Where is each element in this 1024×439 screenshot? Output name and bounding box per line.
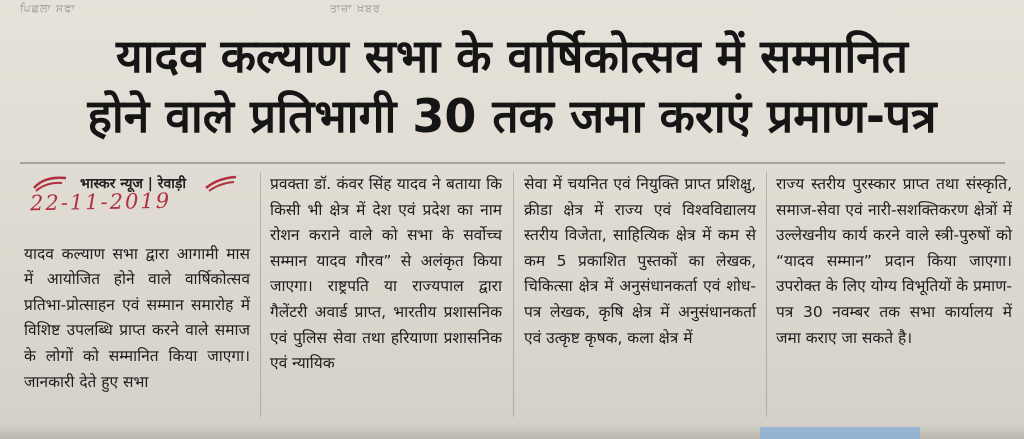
column-4-text: राज्य स्तरीय पुरस्कार प्राप्त तथा संस्कृति, समाज-सेवा एवं नारी-सशक्तिकरण क्षेत्रों में उल्लेखनीय कार्य करने वाले स्त्री-पुरुषों को “यादव सम्मान” प्रदान किया जाएगा। उपरोक्त के लिए योग्य विभूतियों के प्रमाण-पत्र 30 नवम्बर तक सभा कार्यालय में जमा कराए जा सकते है। bbox=[776, 175, 1012, 347]
bleed-text-left: ਪਿਛਲਾ ਸਫਾ bbox=[20, 2, 76, 15]
handwritten-date: 22-11-2019 bbox=[29, 188, 172, 216]
column-1-text: यादव कल्याण सभा द्वारा आगामी मास में आयोजित होने वाले वार्षिकोत्सव प्रतिभा-प्रोत्साहन एवं सम्मान समारोह में विशिष्ट उपलब्धि प्राप्त करने वाले समाज के लोगों को सम्मानित किया जाएगा। जानकारी देते हुए सभा bbox=[24, 244, 250, 391]
headline-line-2: होने वाले प्रतिभागी 30 तक जमा कराएं प्रमाण-पत्र bbox=[87, 89, 937, 143]
headline-rule bbox=[20, 162, 1005, 164]
column-divider bbox=[766, 172, 767, 417]
dateline: भास्कर न्यूज | रेवाड़ी bbox=[80, 176, 187, 192]
bleed-text-center: ਤਾਜ਼ਾ ਖ਼ਬਰ bbox=[330, 2, 381, 15]
next-article-edge bbox=[760, 427, 920, 439]
column-2-text: प्रवक्ता डॉ. कंवर सिंह यादव ने बताया कि किसी भी क्षेत्र में देश एवं प्रदेश का नाम रोशन कराने वाले को सभा के सर्वोच्च सम्मान यादव गौरव” से अलंकृत किया जाएगा। राष्ट्रपति या राज्यपाल द्वारा गैलेंटरी अवार्ड प्राप्त, भारतीय प्रशासनिक एवं पुलिस सेवा तथा हरियाणा प्रशासनिक एवं न्यायिक bbox=[270, 175, 502, 373]
article-headline bbox=[0, 26, 1024, 146]
column-3-text: सेवा में चयनित एवं नियुक्ति प्राप्त प्रशिक्षु, क्रीडा क्षेत्र में राज्य एवं विश्वविद्यालय स्तरीय विजेता, साहित्यिक क्षेत्र में कम से कम 5 प्रकाशित पुस्तकों का लेखक, चिकित्सा क्षेत्र में अनुसंधानकर्ता एवं शोध-पत्र लेखक, कृषि क्षेत्र में अनुसंधानकर्ता एवं उत्कृष्ट कृषक, कला क्षेत्र में bbox=[524, 175, 756, 347]
column-divider bbox=[260, 172, 261, 417]
column-divider bbox=[513, 172, 514, 417]
headline-line-1: यादव कल्याण सभा के वार्षिकोत्सव में सम्मानित bbox=[115, 29, 909, 83]
previous-page-bleed bbox=[0, 0, 1024, 22]
